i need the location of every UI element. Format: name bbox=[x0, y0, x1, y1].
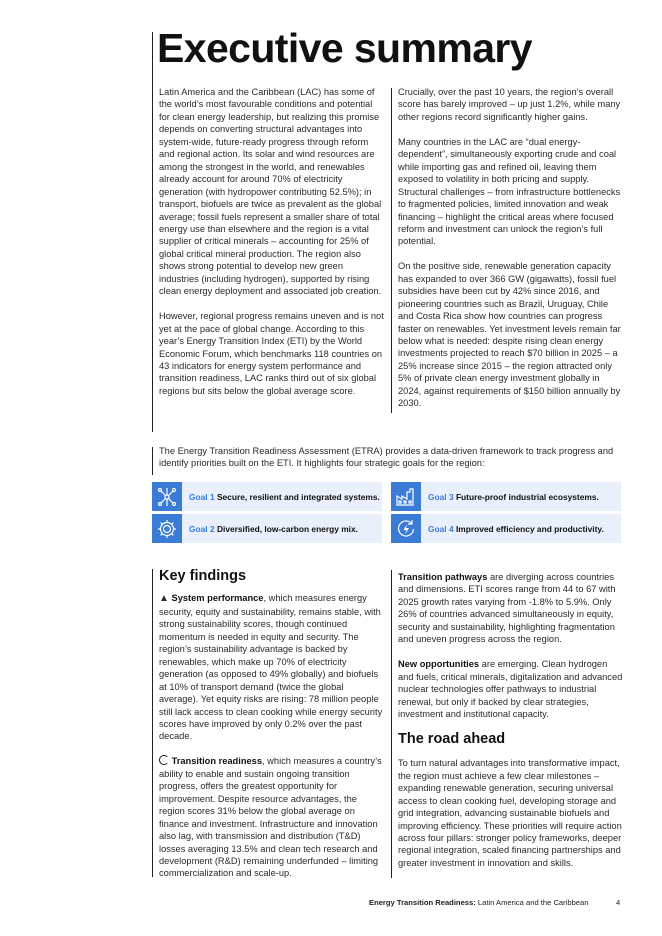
etra-rule bbox=[152, 447, 153, 475]
goal-card-4 bbox=[391, 514, 621, 543]
goal-label: Improved efficiency and productivity. bbox=[455, 523, 604, 534]
column-rule bbox=[391, 570, 392, 878]
network-icon bbox=[152, 482, 182, 511]
system-performance-lead: System performance bbox=[171, 593, 264, 604]
intro-paragraph: Many countries in the LAC are “dual energy-dependent”, simultaneously exporting crude and coal while importing gas and refined oil, leaving them exposed to volatility in both pricing and supply. Structural challenges – from infrastructure bottlenecks to fragmented policies, limited innovation and weak financing – highlight the critical areas where focused reform and investment can unlock the region’s full potential. bbox=[398, 136, 621, 247]
page-title: Executive summary bbox=[157, 25, 532, 71]
intro-paragraph: On the positive side, renewable generation capacity has expanded to over 366 GW (gigawatts), fossil fuel subsidies have been cut by 42% since 2016, and pioneering countries such as Brazil, Uruguay, Chile and Costa Rica show how countries can progress faster on renewables. Yet investment levels remain far below what is needed: despite rising clean energy investments projected to reach $70 billion in 2025 – a 25% increase since 2015 – the region attracted only 5% of private clean energy investment globally in 2024, against requirements of $150 billion annually by 2030. bbox=[398, 261, 621, 409]
footer-report-bold: Energy Transition Readiness: bbox=[369, 898, 476, 907]
key-findings-heading: Key findings bbox=[159, 568, 247, 584]
footer-report-rest: Latin America and the Caribbean bbox=[475, 898, 589, 907]
pathways-lead: Transition pathways bbox=[398, 572, 488, 582]
goal-label: Future-proof industrial ecosystems. bbox=[455, 491, 599, 502]
goal-number: Goal 2 bbox=[189, 523, 215, 534]
half-circle-icon bbox=[159, 755, 169, 765]
road-ahead-heading: The road ahead bbox=[398, 730, 506, 747]
goal-card-2 bbox=[152, 514, 382, 543]
intro-paragraph: Latin America and the Caribbean (LAC) has some of the world’s most favourable conditions and potential for clean energy leadership, but realizing this promise depends on converting structural advantages into system-wide, future-ready progress through reform and regional action. Its solar and wind resources are among the strongest in the world, and renewables already account for around 70% of electricity generation (with hydropower contributing 52.5%); in transport, biofuels are twice as prevalent as the global average; fossil fuels represent a smaller share of total energy use than elsewhere and the region is a vital supplier of critical minerals – accounting for 25% of global critical mineral production. The region also shows strong potential to develop new green industries (including hydrogen), supported by rising clean energy deployment and associated job creation. bbox=[159, 87, 382, 297]
intro-paragraph: Crucially, over the past 10 years, the region’s overall score has barely improved – up just 1.2%, while many other regions record significantly higher gains. bbox=[398, 87, 621, 122]
goal-label: Diversified, low-carbon energy mix. bbox=[216, 523, 358, 534]
key-findings-column bbox=[159, 570, 385, 892]
intro-paragraph: However, regional progress remains uneven and is not yet at the pace of global change. According to this year’s Energy Transition Index (ETI) by the World Economic Forum, which benchmarks 118 countries on 43 indicators for energy system performance and transition readiness, LAC ranks third out of six global regions but sits below the global average score. bbox=[159, 311, 384, 396]
opportunities-lead: New opportunities bbox=[398, 659, 480, 670]
opportunities-text: are emerging. Clean hydrogen and fuels, critical minerals, digitalization and advanced nuclear technologies offer pathways to industrial renewal, but only if backed by clear strategies, investment and institutional capacity. bbox=[398, 659, 623, 719]
road-ahead-text: To turn natural advantages into transformative impact, the region must achieve a few clear milestones – expanding renewable generation, securing universal access to clean cooking fuel, developing storage and grid integration, advancing sustainable biofuels and improving efficiency. These priorities will require action across four pillars: stronger policy frameworks, deeper regional integration, scaled financing partnerships and greater investment in innovation and skills. bbox=[398, 758, 622, 868]
footer-report-title bbox=[369, 898, 588, 907]
goal-number: Goal 4 bbox=[428, 523, 454, 534]
page-number: 4 bbox=[616, 898, 621, 907]
goal-label: Secure, resilient and integrated systems. bbox=[216, 491, 380, 502]
goal-card-1 bbox=[152, 482, 382, 511]
transition-readiness-lead: Transition readiness bbox=[171, 756, 263, 767]
pathways-text: are diverging across countries and dimensions. ETI scores range from 44 to 67 with 2025 growth rates varying from -1.8% to 5.9%. Only 26% of countries advanced simultaneously in equity, security and sustainability, highlighting fragmentation and uneven progress across the region. bbox=[398, 572, 616, 645]
title-rule bbox=[152, 32, 153, 432]
findings-rule bbox=[152, 569, 153, 877]
goal-card-3 bbox=[391, 482, 621, 511]
goal-number: Goal 3 bbox=[428, 491, 454, 502]
energy-cycle-icon bbox=[391, 514, 421, 543]
intro-column-left bbox=[159, 86, 385, 410]
triangle-icon: ▲ bbox=[159, 593, 169, 605]
gear-icon bbox=[152, 514, 182, 543]
etra-intro: The Energy Transition Readiness Assessment (ETRA) provides a data-driven framework to track progress and identify priorities built on the ETI. It highlights four strategic goals for the region: bbox=[159, 446, 614, 469]
goal-number: Goal 1 bbox=[189, 491, 215, 502]
findings-right-column bbox=[398, 571, 624, 882]
factory-icon bbox=[391, 482, 421, 511]
intro-column-right bbox=[398, 86, 624, 422]
transition-readiness-text: , which measures a country’s ability to enable and sustain ongoing transition progress, offers the greatest opportunity for improvement. Despite resource advantages, the region scores 31% below the global average on finance and investment. Infrastructure and innovation also lag, with transmission and distribution (T&D) losses averaging 13.5% and clean tech research and development (R&D) remaining underfunded – limiting commercialization and scale-up. bbox=[159, 756, 382, 879]
column-rule bbox=[391, 88, 392, 413]
system-performance-text: , which measures energy security, equity and sustainability, remains stable, with strong sustainability scores, though continued momentum is needed in equity and security. The region’s sustainability advantage is backed by renewables, which make up 70% of electricity generation (as opposed to 49% globally) and biofuels at 10% of transport demand (twice the global average). Yet equity risks are rising: 78 million people still lack access to clean cooking while energy security scores have improved by only 0.2% over the past decade. bbox=[159, 593, 383, 742]
